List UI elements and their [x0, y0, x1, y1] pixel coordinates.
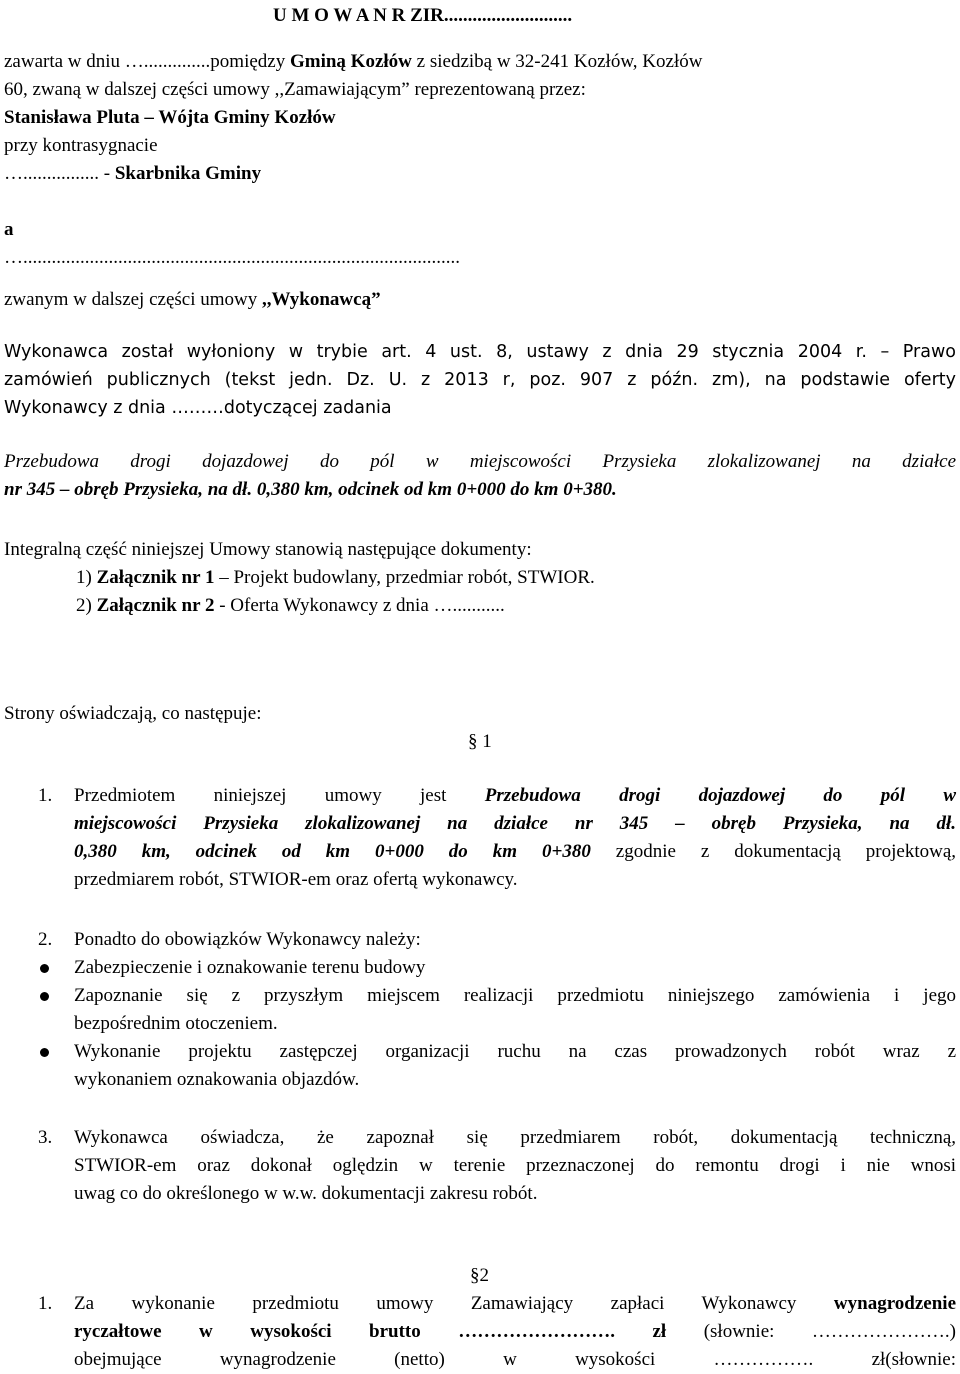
selection-line-2: zamówień publicznych (tekst jedn. Dz. U. z 2013 r, poz. 907 z późn. zm), na podstawie oferty — [4, 370, 956, 390]
item-1-line-4: przedmiarem robót, STWIOR-em oraz ofertą wykonawcy. — [74, 869, 518, 890]
bullet-marker — [40, 992, 49, 1001]
selection-line-1: Wykonawca został wyłoniony w trybie art. 4 ust. 8, ustawy z dnia 29 stycznia 2004 r. – Prawo — [4, 342, 956, 362]
parties-declare: Strony oświadczają, co następuje: — [4, 703, 262, 724]
item-1-line-1: Przedmiotem niniejszej umowy jest Przebudowa drogi dojazdowej do pól w — [74, 785, 956, 806]
treasurer-line: …................ - Skarbnika Gminy — [4, 163, 262, 184]
contractor-blank: …............................................................................................ — [4, 247, 460, 268]
section-1-heading: § 1 — [468, 731, 492, 752]
section-2-heading: §2 — [470, 1265, 489, 1286]
bullet-2-line-1: Zapoznanie się z przyszłym miejscem realizacji przedmiotu niniejszego zamówienia i jego — [74, 985, 956, 1006]
annexes-intro: Integralną część niniejszej Umowy stanowią następujące dokumenty: — [4, 539, 532, 560]
annex-1: 1) Załącznik nr 1 – Projekt budowlany, przedmiar robót, STWIOR. — [76, 567, 595, 588]
document-title: U M O W A N R ZIR........................... — [273, 5, 573, 26]
selection-line-3: Wykonawcy z dnia ………dotyczącej zadania — [4, 398, 392, 418]
countersignature-label: przy kontrasygnacie — [4, 135, 158, 156]
mayor-name: Stanisława Pluta – Wójta Gminy Kozłów — [4, 107, 336, 128]
bullet-3-line-1: Wykonanie projektu zastępczej organizacji ruchu na czas prowadzonych robót wraz z — [74, 1041, 956, 1062]
annex-2: 2) Załącznik nr 2 - Oferta Wykonawcy z dnia …........... — [76, 595, 505, 616]
item-3-line-3: uwag co do określonego w w.w. dokumentacji zakresu robót. — [74, 1183, 538, 1204]
item-2-number: 2. — [38, 929, 53, 950]
task-title-line-1: Przebudowa drogi dojazdowej do pól w miejscowości Przysieka zlokalizowanej na działce — [4, 451, 956, 472]
contractor-line: zwanym w dalszej części umowy ,,Wykonawcą” — [4, 289, 381, 310]
sec2-item-1-line-3: obejmujące wynagrodzenie (netto) w wysokości ……………. zł(słownie: — [74, 1349, 956, 1370]
bullet-2-line-2: bezpośrednim otoczeniem. — [74, 1013, 278, 1034]
item-2-text: Ponadto do obowiązków Wykonawcy należy: — [74, 929, 421, 950]
bullet-marker — [40, 964, 49, 973]
contract-line-2: 60, zwaną w dalszej części umowy ,,Zamawiającym” reprezentowaną przez: — [4, 79, 586, 100]
bullet-marker — [40, 1048, 49, 1057]
item-3-number: 3. — [38, 1127, 53, 1148]
task-title-line-2: nr 345 – obręb Przysieka, na dł. 0,380 km, odcinek od km 0+000 do km 0+380. — [4, 479, 617, 500]
sec2-item-1-number: 1. — [38, 1293, 53, 1314]
bullet-3-line-2: wykonaniem oznakowania objazdów. — [74, 1069, 360, 1090]
item-3-line-1: Wykonawca oświadcza, że zapoznał się przedmiarem robót, dokumentacją techniczną, — [74, 1127, 956, 1148]
contract-line-1: zawarta w dniu …..............pomiędzy Gminą Kozłów z siedzibą w 32-241 Kozłów, Kozłów — [4, 51, 703, 72]
sec2-item-1-line-1: Za wykonanie przedmiotu umowy Zamawiający zapłaci Wykonawcy wynagrodzenie — [74, 1293, 956, 1314]
party-a-label: a — [4, 219, 14, 240]
bullet-1-text: Zabezpieczenie i oznakowanie terenu budowy — [74, 957, 426, 978]
item-1-number: 1. — [38, 785, 53, 806]
item-1-line-2: miejscowości Przysieka zlokalizowanej na działce nr 345 – obręb Przysieka, na dł. — [74, 813, 956, 834]
item-3-line-2: STWIOR-em oraz dokonał oględzin w terenie przeznaczonej do remontu drogi i nie wnosi — [74, 1155, 956, 1176]
sec2-item-1-line-2: ryczałtowe w wysokości brutto ……………………. zł (słownie: ………………….) — [74, 1321, 956, 1342]
item-1-line-3: 0,380 km, odcinek od km 0+000 do km 0+380 zgodnie z dokumentacją projektową, — [74, 841, 957, 862]
